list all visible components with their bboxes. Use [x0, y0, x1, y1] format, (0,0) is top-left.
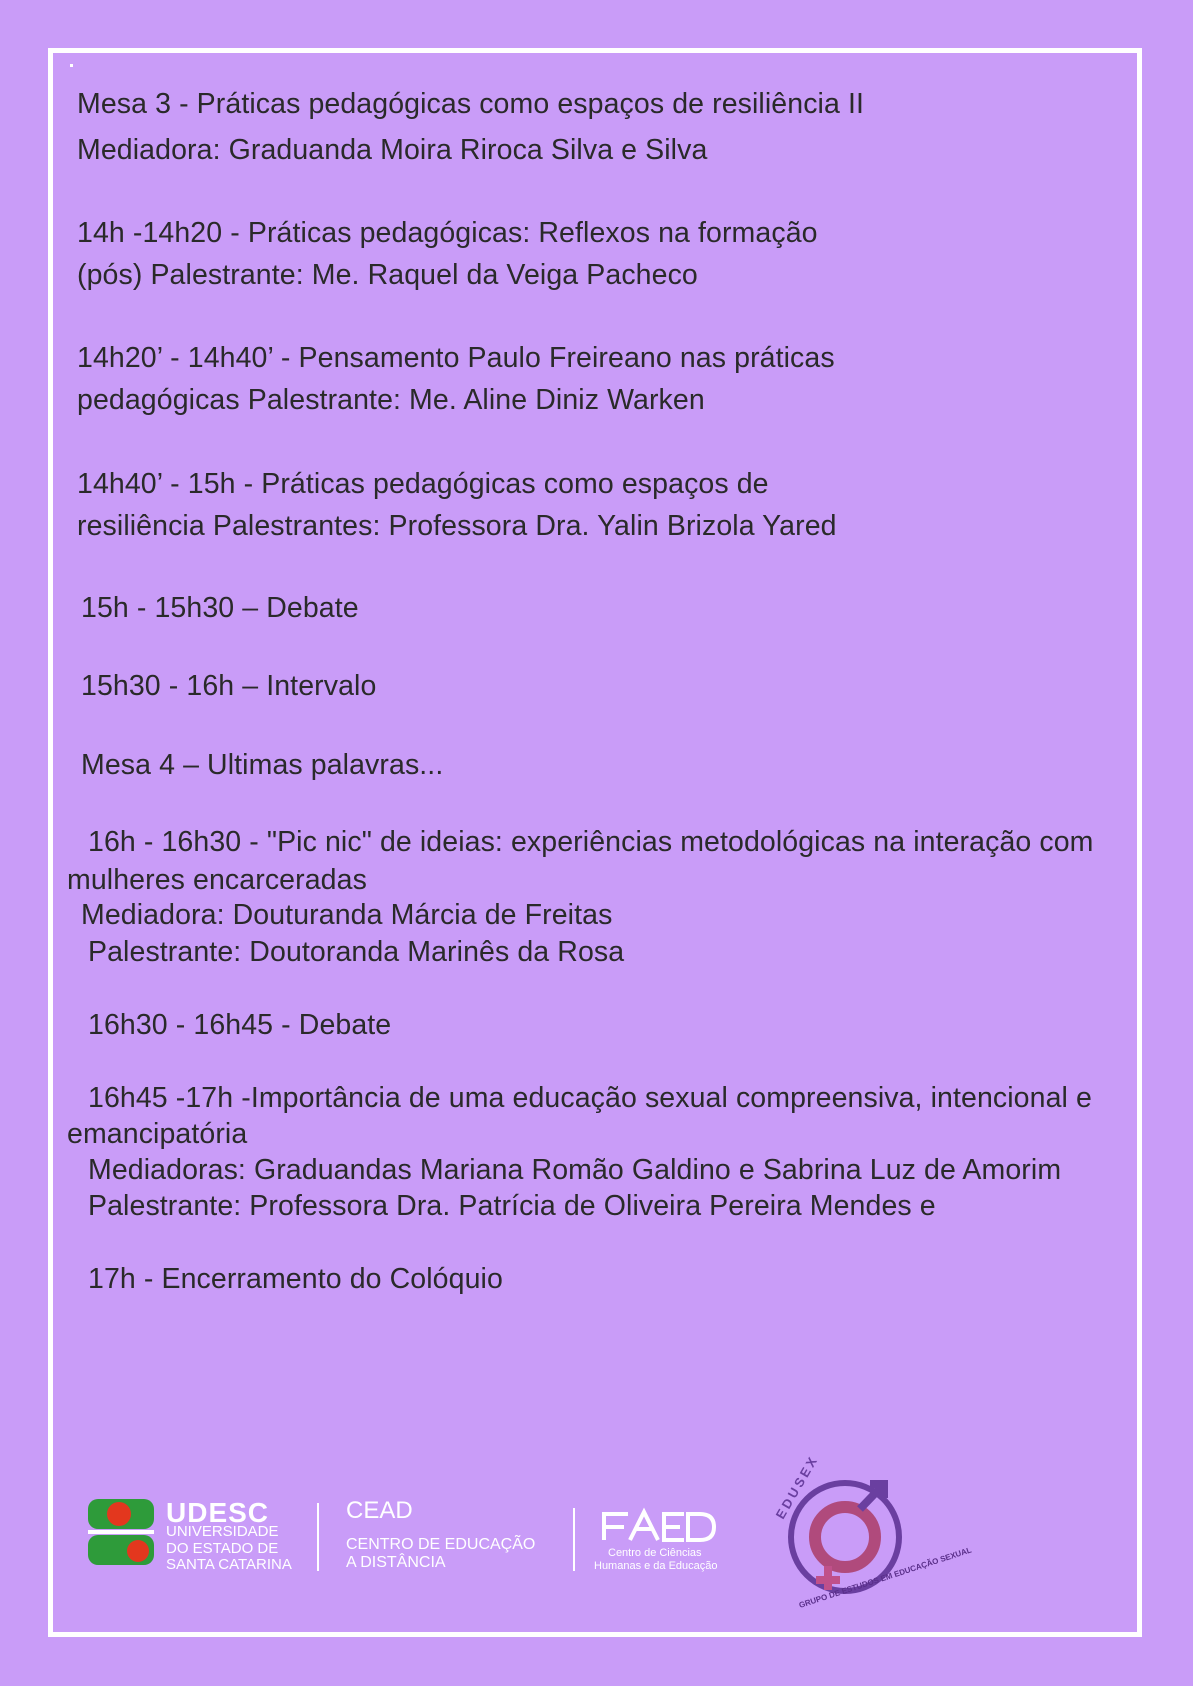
talk-4-moderator: Mediadora: Douturanda Márcia de Freitas [81, 899, 613, 931]
cead-line-1: CENTRO DE EDUCAÇÃO [346, 1536, 536, 1553]
faed-line-2: Humanas e da Educação [594, 1560, 718, 1572]
udesc-line-1: UNIVERSIDADE [166, 1523, 279, 1540]
talk-5-speaker: Palestrante: Professora Dra. Patrícia de Oliveira Pereira Mendes e [88, 1190, 936, 1222]
talk-3-line-2: resiliência Palestrantes: Professora Dra. Yalin Brizola Yared [77, 510, 837, 542]
edusex-ring-text: GRUPO DE ESTUDOS EM EDUCAÇÃO SEXUAL [797, 1545, 973, 1610]
udesc-name: UDESC [166, 1497, 270, 1528]
faed-line-1: Centro de Ciências [608, 1547, 702, 1559]
talk-2-line-1: 14h20’ - 14h40’ - Pensamento Paulo Freireano nas práticas [77, 342, 835, 374]
talk-4-line-1: 16h - 16h30 - "Pic nic" de ideias: experiências metodológicas na interação com [88, 826, 1094, 858]
talk-4-line-2: mulheres encarceradas [67, 864, 367, 896]
debate-1: 15h - 15h30 – Debate [81, 592, 359, 624]
break: 15h30 - 16h – Intervalo [81, 670, 377, 702]
udesc-line-3: SANTA CATARINA [166, 1556, 292, 1573]
talk-1-line-2: (pós) Palestrante: Me. Raquel da Veiga Pacheco [77, 259, 698, 291]
talk-4-speaker: Palestrante: Doutoranda Marinês da Rosa [88, 936, 625, 968]
edusex-name: EDUSEX [772, 1452, 822, 1522]
talk-3-line-1: 14h40’ - 15h - Práticas pedagógicas como espaços de [77, 468, 769, 500]
udesc-line-2: DO ESTADO DE [166, 1540, 279, 1557]
debate-2: 16h30 - 16h45 - Debate [88, 1009, 392, 1041]
talk-5-moderators: Mediadoras: Graduandas Mariana Romão Galdino e Sabrina Luz de Amorim [88, 1154, 1062, 1186]
cead-line-2: A DISTÂNCIA [346, 1554, 446, 1571]
cead-name: CEAD [346, 1497, 413, 1524]
session-3-title: Mesa 3 - Práticas pedagógicas como espaços de resiliência II [77, 88, 864, 120]
talk-5-line-2: emancipatória [67, 1118, 248, 1150]
closing: 17h - Encerramento do Colóquio [88, 1263, 503, 1295]
talk-2-line-2: pedagógicas Palestrante: Me. Aline Diniz Warken [77, 384, 705, 416]
session-3-moderator: Mediadora: Graduanda Moira Riroca Silva e Silva [77, 134, 708, 166]
talk-1-line-1: 14h -14h20 - Práticas pedagógicas: Reflexos na formação [77, 217, 818, 249]
talk-5-line-1: 16h45 -17h -Importância de uma educação sexual compreensiva, intencional e [88, 1082, 1092, 1114]
session-4-title: Mesa 4 – Ultimas palavras... [81, 749, 444, 781]
corner-mark [70, 64, 73, 67]
